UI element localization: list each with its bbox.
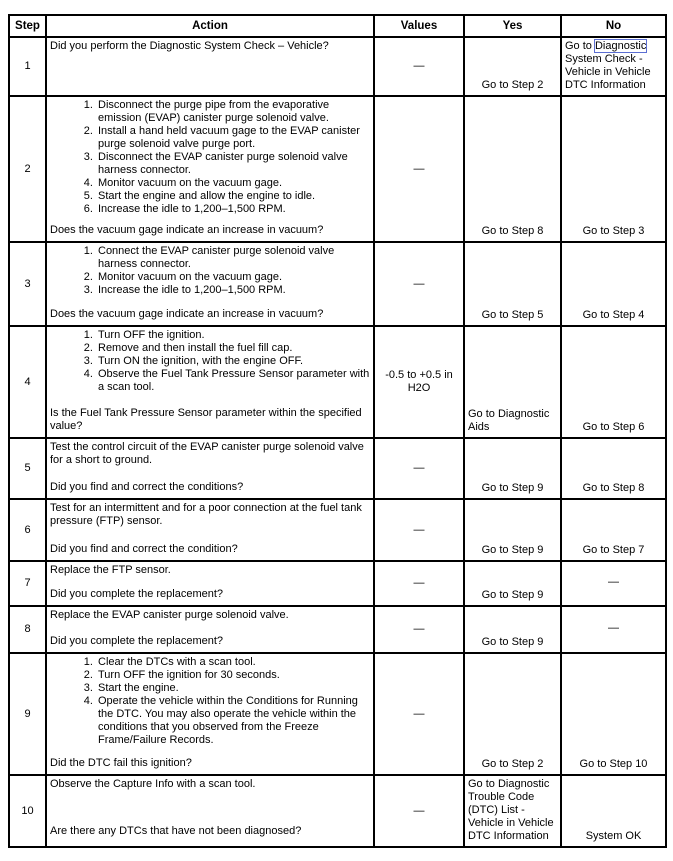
action-cell	[46, 96, 374, 242]
step-number: 5	[9, 438, 46, 499]
action-list	[50, 656, 370, 747]
yes-cell: Go to Step 9	[464, 606, 561, 653]
action-list-item: 2. Remove and then install the fuel fill cap.	[96, 342, 370, 355]
action-text: Replace the EVAP canister purge solenoid valve.	[50, 609, 289, 621]
action-cell	[46, 242, 374, 326]
action-cell	[46, 438, 374, 499]
values-cell: —	[374, 96, 464, 242]
no-cell: System OK	[561, 775, 666, 847]
no-text-suffix: System Check - Vehicle in Vehicle DTC Information	[565, 53, 651, 91]
header-no: No	[561, 15, 666, 37]
values-cell: —	[374, 653, 464, 775]
action-question: Did you find and correct the conditions?	[50, 481, 244, 493]
action-list-item: 2. Monitor vacuum on the vacuum gage.	[96, 271, 370, 284]
action-list-item: 1. Clear the DTCs with a scan tool.	[96, 656, 370, 669]
header-step: Step	[9, 15, 46, 37]
diagnostic-system-check-link[interactable]: Diagnostic	[594, 40, 647, 52]
action-question: Did the DTC fail this ignition?	[50, 757, 192, 769]
step-number: 8	[9, 606, 46, 653]
table-row	[9, 561, 666, 606]
step-number: 6	[9, 499, 46, 561]
table-row	[9, 326, 666, 438]
action-cell	[46, 606, 374, 653]
table-row	[9, 242, 666, 326]
action-cell	[46, 37, 374, 96]
header-yes: Yes	[464, 15, 561, 37]
yes-cell: Go to Diagnostic Trouble Code (DTC) List - Vehicle in Vehicle DTC Information	[464, 775, 561, 847]
no-cell: Go to Step 6	[561, 326, 666, 438]
step-number: 3	[9, 242, 46, 326]
action-text: Did you perform the Diagnostic System Check – Vehicle?	[50, 40, 329, 52]
no-cell: Go to Step 3	[561, 96, 666, 242]
yes-cell: Go to Step 8	[464, 96, 561, 242]
action-list-item: 3. Disconnect the EVAP canister purge solenoid valve harness connector.	[96, 151, 370, 177]
no-cell	[561, 37, 666, 96]
action-question: Does the vacuum gage indicate an increase in vacuum?	[50, 224, 324, 236]
action-list-item: 2. Install a hand held vacuum gage to the EVAP canister purge solenoid valve purge port.	[96, 125, 370, 151]
table-row	[9, 96, 666, 242]
yes-cell: Go to Step 5	[464, 242, 561, 326]
table-row	[9, 653, 666, 775]
action-text: Test the control circuit of the EVAP canister purge solenoid valve for a short to ground.	[50, 441, 364, 466]
action-list-item: 4. Operate the vehicle within the Conditions for Running the DTC. You may also operate the vehicle within the conditions that you observed from the Freeze Frame/Failure Records.	[96, 695, 370, 747]
yes-cell: Go to Step 9	[464, 438, 561, 499]
action-list	[50, 245, 370, 297]
no-cell: Go to Step 4	[561, 242, 666, 326]
yes-cell: Go to Step 2	[464, 653, 561, 775]
table-row	[9, 775, 666, 847]
step-number: 2	[9, 96, 46, 242]
action-list-item: 6. Increase the idle to 1,200–1,500 RPM.	[96, 203, 370, 216]
header-action: Action	[46, 15, 374, 37]
action-list-item: 2. Turn OFF the ignition for 30 seconds.	[96, 669, 370, 682]
step-number: 9	[9, 653, 46, 775]
table-row	[9, 438, 666, 499]
values-cell: —	[374, 561, 464, 606]
action-cell	[46, 561, 374, 606]
values-cell: —	[374, 242, 464, 326]
action-question: Did you complete the replacement?	[50, 588, 224, 600]
action-cell	[46, 499, 374, 561]
values-cell: —	[374, 37, 464, 96]
no-cell: —	[561, 561, 666, 606]
values-cell: -0.5 to +0.5 in H2O	[374, 326, 464, 438]
table-row	[9, 37, 666, 96]
values-cell: —	[374, 606, 464, 653]
no-text-prefix: Go to	[565, 40, 595, 52]
yes-cell: Go to Step 2	[464, 37, 561, 96]
step-number: 1	[9, 37, 46, 96]
action-list	[50, 329, 370, 394]
header-values: Values	[374, 15, 464, 37]
action-list-item: 1. Turn OFF the ignition.	[96, 329, 370, 342]
action-list-item: 5. Start the engine and allow the engine to idle.	[96, 190, 370, 203]
header-row	[9, 15, 666, 37]
step-number: 10	[9, 775, 46, 847]
action-text: Replace the FTP sensor.	[50, 564, 171, 576]
values-cell: —	[374, 438, 464, 499]
action-question: Did you find and correct the condition?	[50, 543, 238, 555]
action-list-item: 3. Increase the idle to 1,200–1,500 RPM.	[96, 284, 370, 297]
no-cell: Go to Step 8	[561, 438, 666, 499]
step-number: 4	[9, 326, 46, 438]
yes-cell: Go to Step 9	[464, 561, 561, 606]
action-list-item: 4. Observe the Fuel Tank Pressure Sensor parameter with a scan tool.	[96, 368, 370, 394]
no-cell: Go to Step 7	[561, 499, 666, 561]
action-list-item: 3. Start the engine.	[96, 682, 370, 695]
action-text: Observe the Capture Info with a scan tool.	[50, 778, 256, 790]
action-list-item: 1. Disconnect the purge pipe from the evaporative emission (EVAP) canister purge solenoid valve.	[96, 99, 370, 125]
diagnostic-table	[8, 14, 667, 848]
action-list	[50, 99, 370, 216]
values-cell: —	[374, 499, 464, 561]
action-question: Did you complete the replacement?	[50, 635, 224, 647]
action-list-item: 1. Connect the EVAP canister purge solenoid valve harness connector.	[96, 245, 370, 271]
action-list-item: 4. Monitor vacuum on the vacuum gage.	[96, 177, 370, 190]
no-cell: —	[561, 606, 666, 653]
action-cell	[46, 326, 374, 438]
table-row	[9, 499, 666, 561]
step-number: 7	[9, 561, 46, 606]
yes-cell: Go to Diagnostic Aids	[464, 326, 561, 438]
action-cell	[46, 775, 374, 847]
no-cell: Go to Step 10	[561, 653, 666, 775]
action-cell	[46, 653, 374, 775]
action-question: Does the vacuum gage indicate an increase in vacuum?	[50, 308, 324, 320]
action-question: Are there any DTCs that have not been diagnosed?	[50, 825, 302, 837]
action-question: Is the Fuel Tank Pressure Sensor parameter within the specified value?	[50, 407, 362, 432]
table-row	[9, 606, 666, 653]
action-list-item: 3. Turn ON the ignition, with the engine OFF.	[96, 355, 370, 368]
yes-cell: Go to Step 9	[464, 499, 561, 561]
action-text: Test for an intermittent and for a poor connection at the fuel tank pressure (FTP) sensor.	[50, 502, 362, 527]
values-cell: —	[374, 775, 464, 847]
